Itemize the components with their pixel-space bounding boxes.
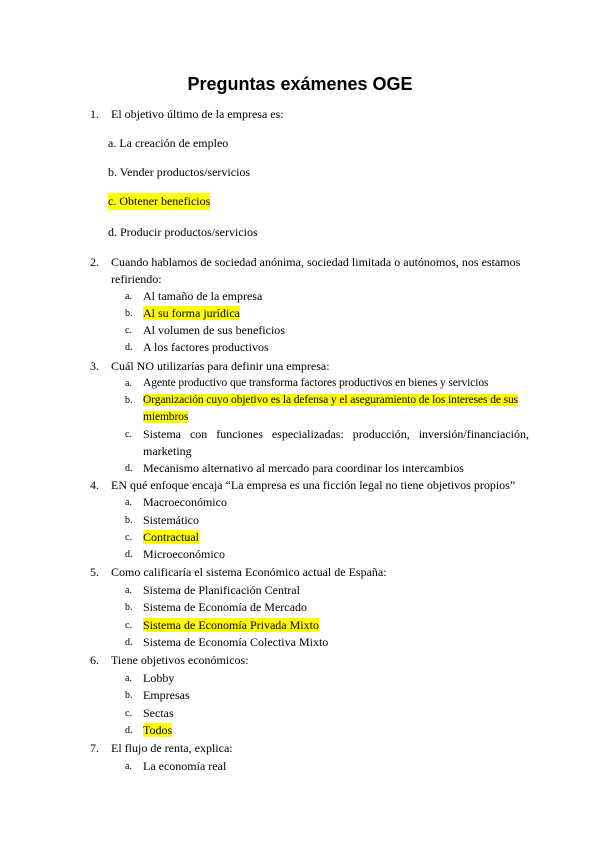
highlight: Todos [143, 723, 173, 737]
question-number: 3. [90, 359, 99, 373]
option-letter: b. [125, 690, 133, 701]
option-letter: a. [125, 673, 132, 684]
question-number: 5. [90, 565, 99, 579]
option-text: Sectas [143, 706, 174, 720]
option-letter: d. [125, 725, 133, 736]
option-b: b. Vender productos/servicios [108, 165, 251, 179]
question-text: Tiene objetivos económicos: [111, 653, 249, 667]
option-c-highlighted: c. Obtener beneficios [108, 194, 211, 208]
highlight: Contractual [143, 530, 199, 544]
page-title: Preguntas exámenes OGE [187, 74, 413, 94]
option-letter: b. [125, 308, 133, 319]
option-text-highlighted [143, 722, 529, 739]
option-letter: a. [125, 291, 132, 302]
option-text: Lobby [143, 671, 175, 685]
option-letter: c. [125, 620, 132, 631]
question-text: El objetivo último de la empresa es: [111, 107, 284, 121]
option-text: Agente productivo que transforma factores productivos en bienes y servicios [143, 377, 489, 389]
option-letter: a. [125, 497, 132, 508]
option-text: Sistemático [143, 513, 199, 527]
option-text: Microeconómico [143, 547, 225, 561]
option-letter: a. [125, 761, 132, 772]
option-text: Sistema de Economía Colectiva Mixto [143, 635, 329, 649]
highlight: Al su forma jurídica [143, 306, 240, 320]
option-text: A los factores productivos [143, 340, 269, 354]
highlight: Sistema de Economía Privada Mixto [143, 618, 319, 632]
option-a: a. La creación de empleo [108, 136, 229, 150]
option-letter: d. [125, 342, 133, 353]
question-number: 2. [90, 255, 99, 269]
question-number: 4. [90, 478, 99, 492]
option-text: Sistema de Economía de Mercado [143, 600, 307, 614]
question-text: Cuál NO utilizarías para definir una empresa: [111, 359, 330, 373]
question-text: EN qué enfoque encaja “La empresa es una ficción legal no tiene objetivos propios” [111, 478, 516, 492]
option-text: Al volumen de sus beneficios [143, 323, 285, 337]
option-letter: c. [125, 429, 132, 440]
option-text: Mecanismo alternativo al mercado para coordinar los intercambios [143, 461, 464, 475]
option-letter: d. [125, 637, 133, 648]
option-letter: b. [125, 602, 133, 613]
option-text: Sistema de Planificación Central [143, 583, 300, 597]
question-text: El flujo de renta, explica: [111, 741, 233, 755]
option-text-highlighted [143, 529, 529, 546]
highlight: Organización cuyo objetivo es la defensa y el aseguramiento de los intereses de sus miembros [143, 394, 519, 423]
option-text: La economía real [143, 759, 227, 773]
option-letter: b. [125, 515, 133, 526]
option-letter: c. [125, 708, 132, 719]
option-letter: d. [125, 463, 133, 474]
option-letter: a. [125, 378, 132, 389]
option-letter: c. [125, 532, 132, 543]
option-letter: a. [125, 585, 132, 596]
question-number: 6. [90, 653, 99, 667]
option-d: d. Producir productos/servicios [108, 225, 258, 239]
option-letter: d. [125, 549, 133, 560]
option-text: Empresas [143, 688, 190, 702]
option-text: Sistema con funciones especializadas: producción, inversión/financiación, marketing [143, 427, 529, 458]
option-letter: c. [125, 325, 132, 336]
option-text-highlighted [143, 617, 529, 634]
question-text: Cuando hablamos de sociedad anónima, sociedad limitada o autónomos, nos estamos refiriendo: [111, 255, 521, 286]
option-text-highlighted [143, 392, 529, 426]
question-text: Como calificaría el sistema Económico actual de España: [111, 565, 387, 579]
option-text: Macroeconómico [143, 495, 227, 509]
option-letter: b. [125, 395, 133, 406]
question-number: 7. [90, 741, 99, 755]
option-text-highlighted [143, 305, 529, 322]
option-text: Al tamaño de la empresa [143, 289, 263, 303]
question-number: 1. [90, 107, 99, 121]
